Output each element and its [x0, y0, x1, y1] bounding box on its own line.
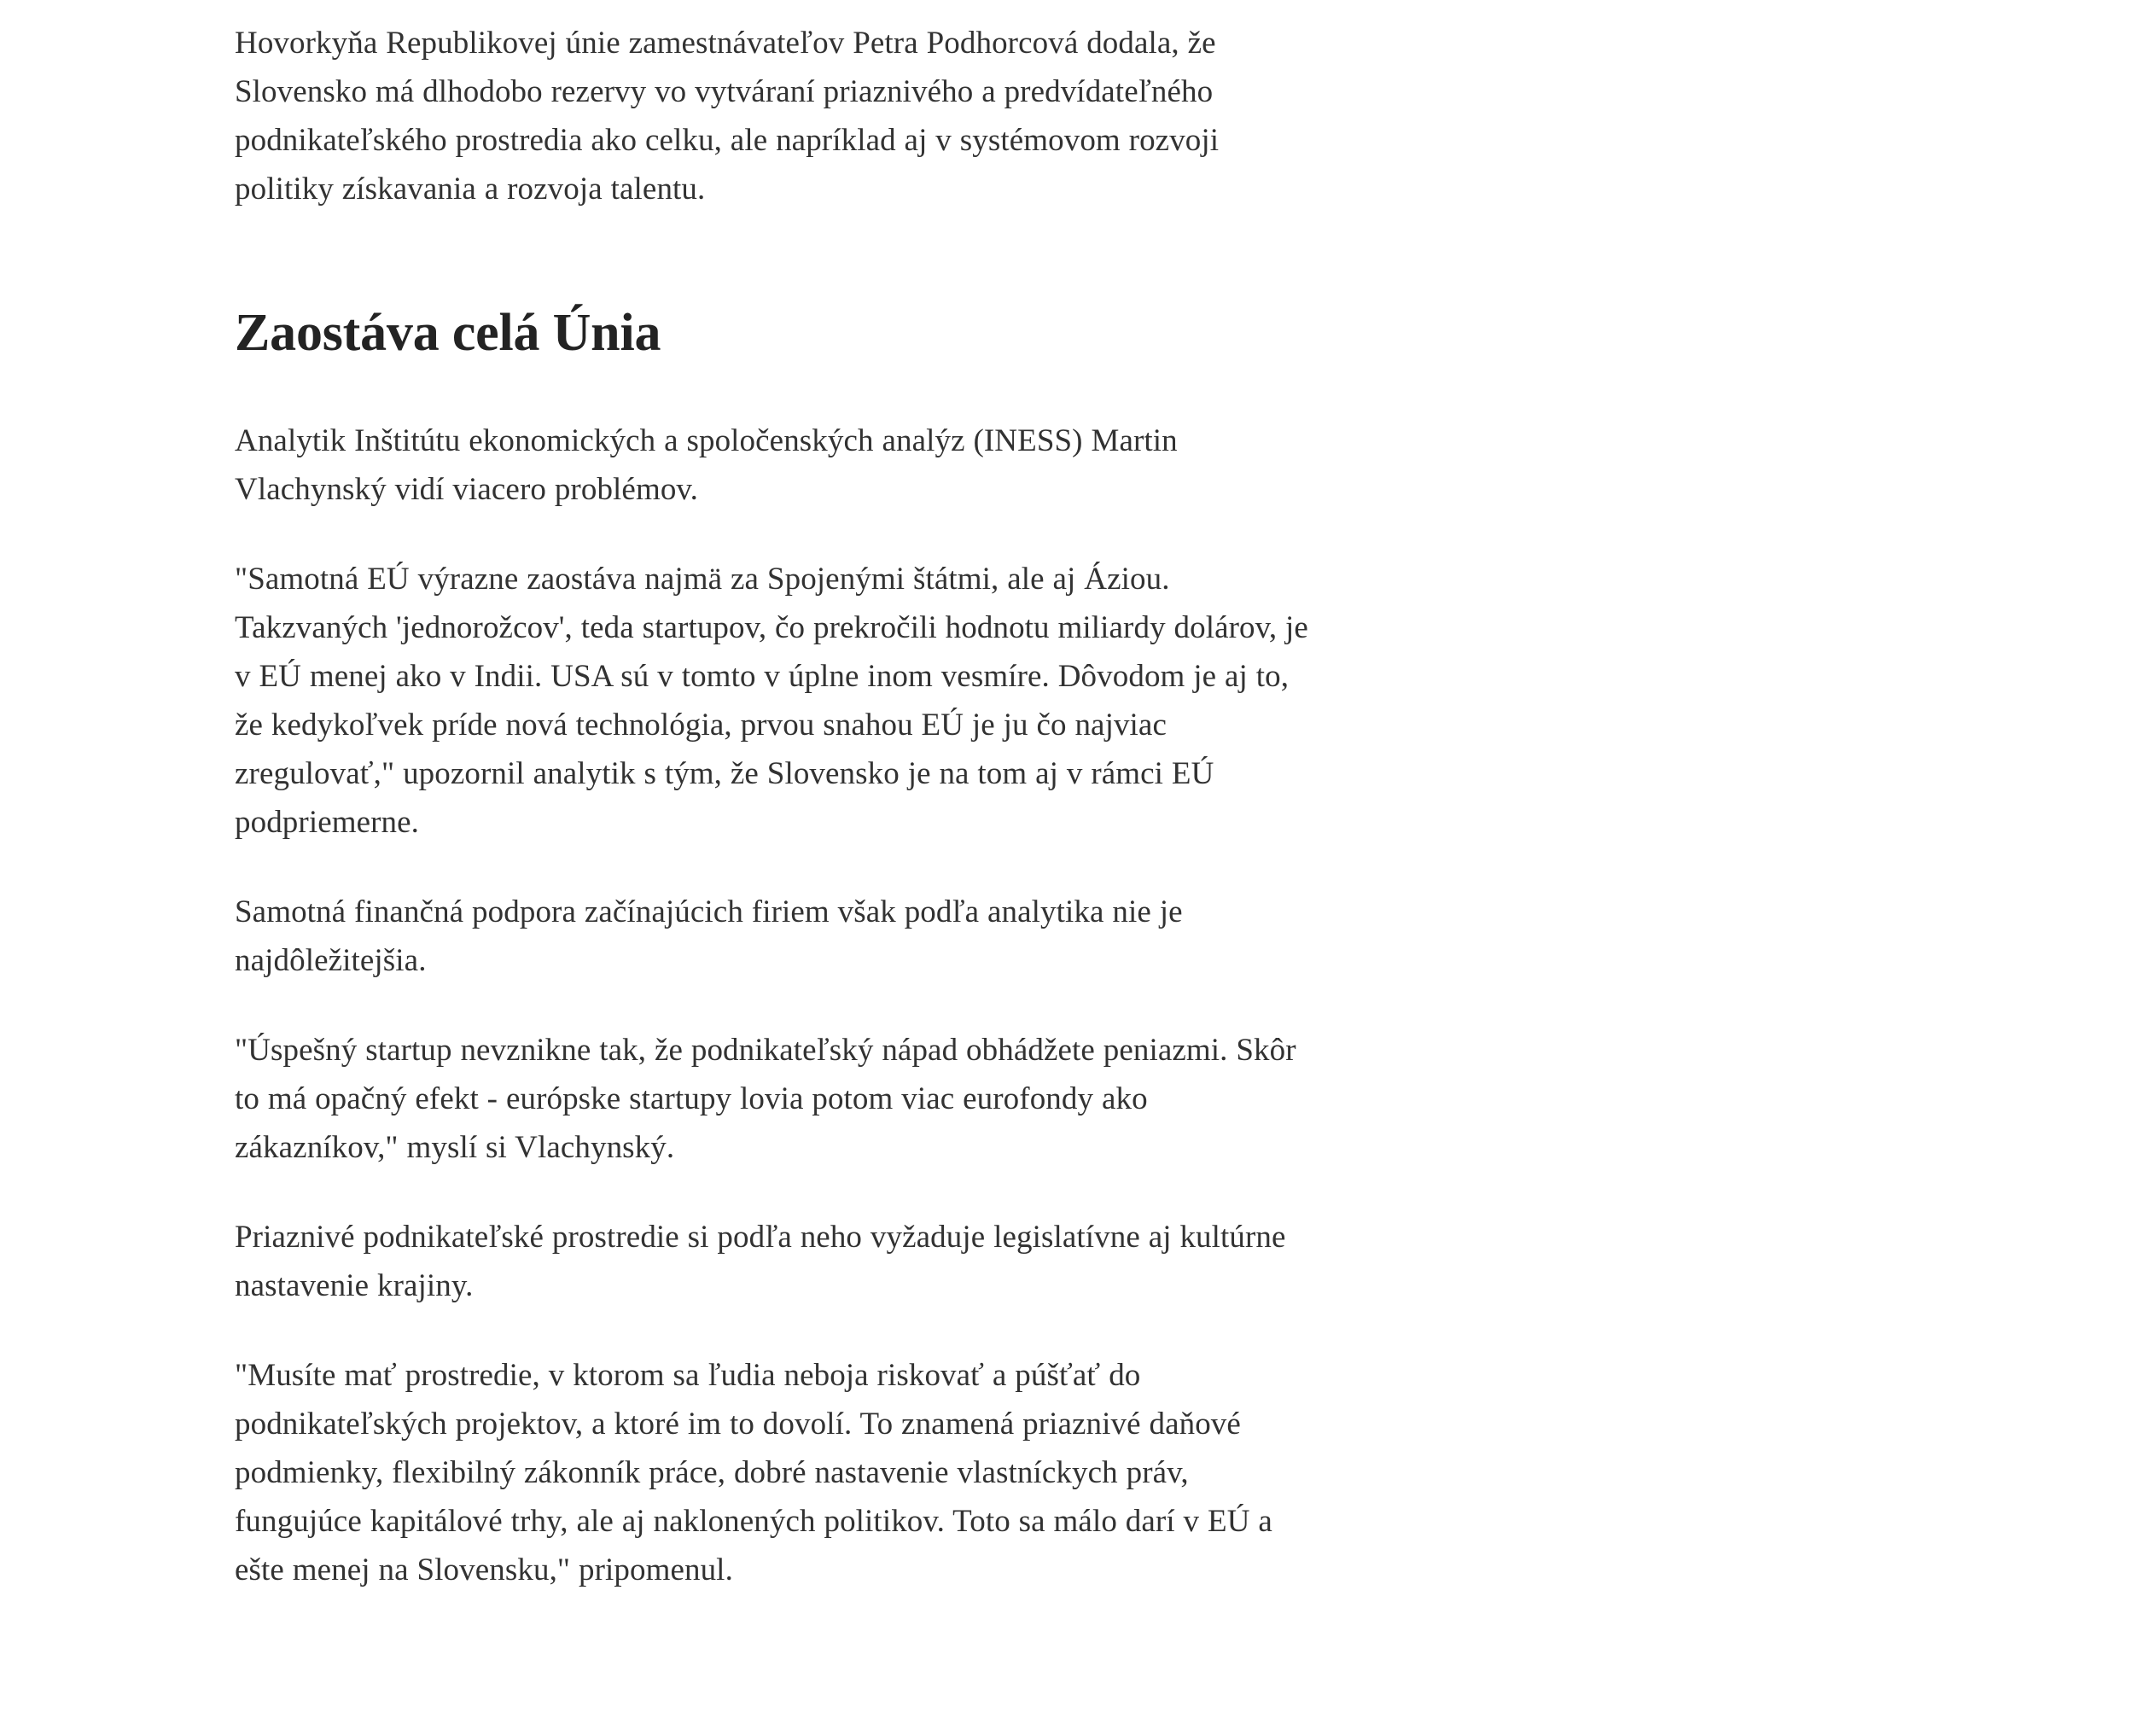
quote-startup-paragraph: "Úspešný startup nevznikne tak, že podnikateľský nápad obhádžete peniazmi. Skôr to má opačný efekt - európske startupy lovia potom viac eurofondy ako zákazníkov," myslí si Vlachynský. — [235, 1033, 1296, 1165]
analyst-intro-paragraph: Analytik Inštitútu ekonomických a spoločenských analýz (INESS) Martin Vlachynský vidí viacero problémov. — [235, 423, 1178, 507]
article-content-column — [235, 0, 1319, 1594]
environment-paragraph: Priaznivé podnikateľské prostredie si podľa neho vyžaduje legislatívne aj kultúrne nastavenie krajiny. — [235, 1220, 1286, 1303]
quote-eu-paragraph: "Samotná EÚ výrazne zaostáva najmä za Spojenými štátmi, ale aj Áziou. Takzvaných 'jednorožcov', teda startupov, čo prekročili hodnotu miliardy dolárov, je v EÚ menej ako v Indii. USA sú v tomto v úplne inom vesmíre. Dôvodom je aj to, že kedykoľvek príde nová technológia, prvou snahou EÚ je ju čo najviac zregulovať," upozornil analytik s tým, že Slovensko je na tom aj v rámci EÚ podpriemerne. — [235, 562, 1308, 840]
section-heading: Zaostáva celá Únia — [235, 304, 661, 362]
funding-paragraph: Samotná finančná podpora začínajúcich firiem však podľa analytika nie je najdôležitejšia. — [235, 894, 1183, 978]
quote-environment-paragraph: "Musíte mať prostredie, v ktorom sa ľudia neboja riskovať a púšťať do podnikateľských projektov, a ktoré im to dovolí. To znamená priaznivé daňové podmienky, flexibilný zákonník práce, dobré nastavenie vlastníckych práv, fungujúce kapitálové trhy, ale aj naklonených politikov. Toto sa málo darí v EÚ a ešte menej na Slovensku," pripomenul. — [235, 1358, 1272, 1587]
intro-paragraph: Hovorkyňa Republikovej únie zamestnávateľov Petra Podhorcová dodala, že Slovensko má dlhodobo rezervy vo vytváraní priaznivého a predvídateľného podnikateľského prostredia ako celku, ale napríklad aj v systémovom rozvoji politiky získavania a rozvoja talentu. — [235, 26, 1220, 207]
